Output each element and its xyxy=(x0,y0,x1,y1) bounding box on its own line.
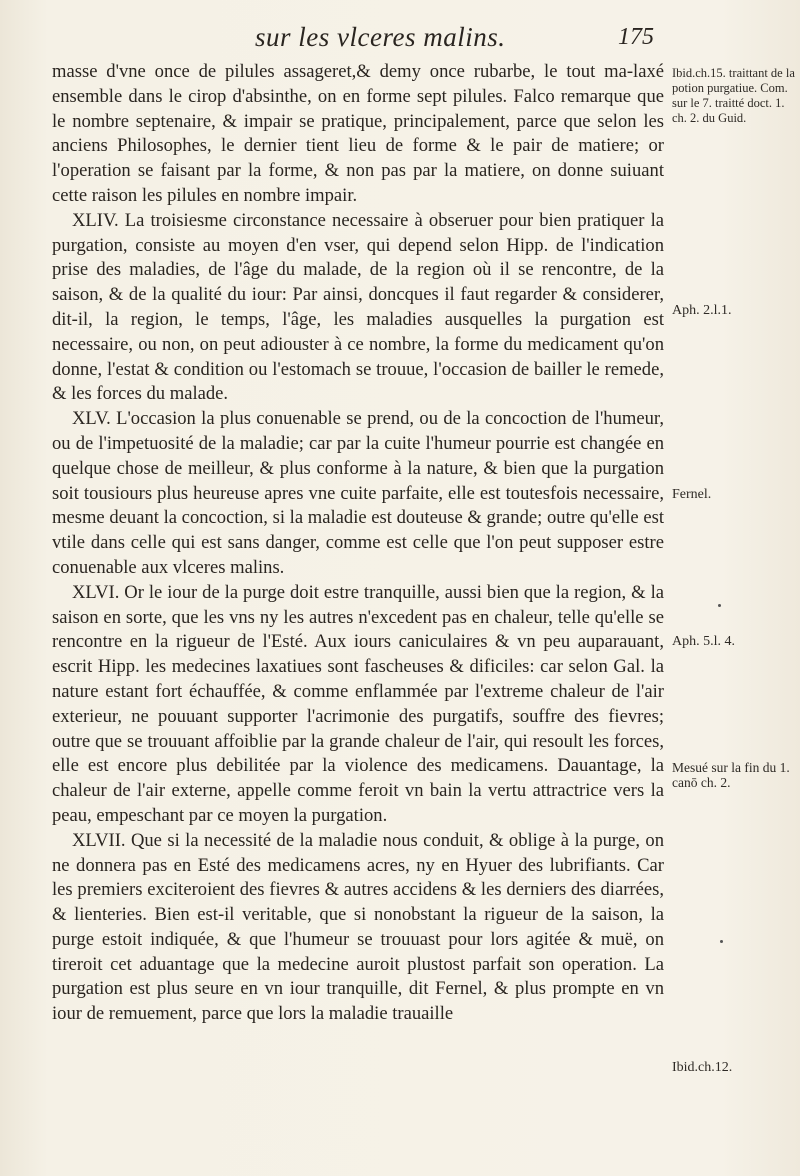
paragraph-xlvii: XLVII. Que si la necessité de la maladie nous conduit, & oblige à la purge, on ne donnera pas en Esté des medicamens acres, ny en Hyuer des lubrifiants. Car les premiers exciteroient des fievres & autres accidens & les derniers des diarrées, & lienteries. Bien est-il veritable, que si nonobstant la rigueur de la saison, la purge estoit indiquée, & que l'humeur se trouuast pour lors agitée & muë, on tireroit cet aduantage que la medecine auroit plustost parfait son operation. La purgation est plus seure en vn iour tranquille, dit Fernel, & plus prompte en vn iour de remuement, parce que lors la maladie trauaille xyxy=(52,829,664,1025)
margin-note-6: Ibid.ch.12. xyxy=(672,1060,733,1075)
paragraph-xliv: XLIV. La troisiesme circonstance necessaire à obseruer pour bien pratiquer la purgation, consiste au moyen d'en vser, qui depend selon Hipp. de l'indication prise des maladies, de l'âge du malade, de la region où il se rencontre, de la saison, & de la qualité du iour: Par ainsi, doncques il faut regarder & considerer, dit-il, la region, le temps, l'âge, les maladies ausquelles la purgation est necessaire, ou non, on peut adiouster à ce nombre, la forme du medicament qu'on donne, l'estat & condition ou l'estomach se trouue, l'occasion de bailler le remede, & les forces du malade. xyxy=(52,209,664,405)
margin-note-3: Fernel. xyxy=(672,487,712,502)
paragraph-xlvi: XLVI. Or le iour de la purge doit estre tranquille, aussi bien que la region, & la saison en sorte, que les vns ny les autres n'excedent pas en chaleur, telle qu'elle se rencontre en la rigueur de l'Esté. Aux iours caniculaires & vn peu auparauant, escrit Hipp. les medecines laxatiues sont fascheuses & dificiles: car selon Gal. la nature estant fort échauffée, & comme enflammée par l'extreme chaleur de l'air exterieur, ne pouuant supporter l'acrimonie des purgatifs, souffre des fievres; outre que se trouuant affoiblie par la grande chaleur de l'air, qui resoult les forces, elle est encore plus debilitée par la violence des medicamens. Dauantage, la chaleur de l'air externe, appelle comme feroit vn bain la vertu attractrice vers la peau, empeschant par ce moyen la purgation. xyxy=(52,581,664,826)
page-number: 175 xyxy=(618,24,654,50)
body-text xyxy=(52,60,664,1027)
margin-note-1: Ibid.ch.15. traittant de la potion purgatiue. Com. sur le 7. traitté doct. 1. ch. 2. du Guid. xyxy=(672,66,795,125)
margin-note-4: Aph. 5.l. 4. xyxy=(672,634,735,649)
margin-note-5: Mesué sur la fin du 1. canō ch. 2. xyxy=(672,760,790,790)
paragraph-xlv: XLV. L'occasion la plus conuenable se prend, ou de la concoction de l'humeur, ou de l'impetuosité de la maladie; car par la cuite l'humeur pourrie est changée en quelque chose de meilleur, & plus conforme à la nature, & bien que la purgation soit tousiours plus heureuse apres vne cuite parfaite, elle est toutesfois necessaire, mesme deuant la concoction, si la maladie est douteuse & grande; outre qu'elle est vtile dans celle qui est sans danger, comme est celle que l'on peut supposer estre conuenable aux vlceres malins. xyxy=(52,408,664,578)
ink-speck xyxy=(720,940,723,943)
margin-note-2: Aph. 2.l.1. xyxy=(672,303,732,318)
ink-speck xyxy=(718,604,721,607)
paragraph-1: masse d'vne once de pilules assageret,& demy once rubarbe, le tout ma-laxé ensemble dans le cirop d'absinthe, on en forme sept pilules. Falco remarque que le nombre septenaire, & impair se pratique, principalement, parce que selon les anciens Philosophes, le dernier tient lieu de forme & le pair de matiere; or l'operation se faisant par la forme, & non pas par la matiere, on donne suiuant cette raison les pilules en nombre impair. xyxy=(52,61,664,206)
running-head: sur les vlceres malins. xyxy=(255,22,506,52)
